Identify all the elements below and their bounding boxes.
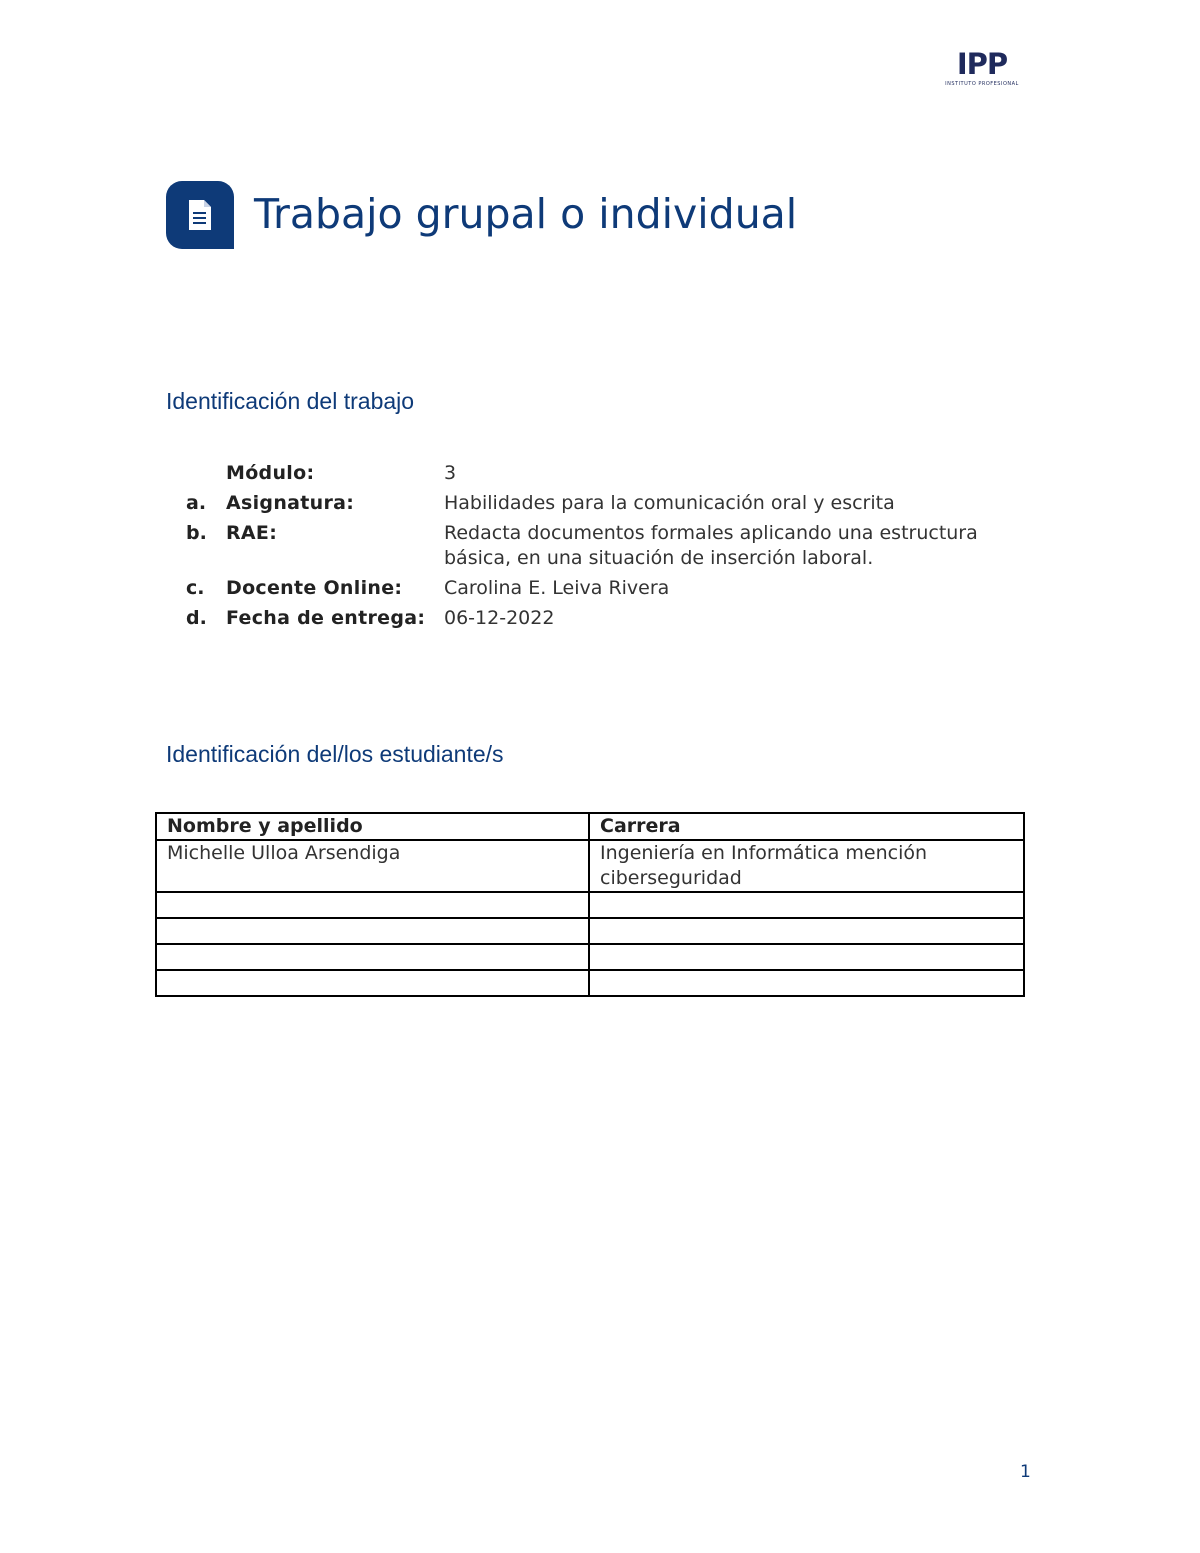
info-label: Fecha de entrega: — [226, 607, 426, 629]
document-icon — [166, 181, 234, 249]
logo-subtitle: INSTITUTO PROFESIONAL — [945, 81, 1019, 87]
info-value: Redacta documentos formales aplicando una estructura básica, en una situación de inserción laboral. — [444, 522, 978, 569]
table-row — [156, 970, 1024, 996]
table-header-row — [156, 813, 1024, 840]
table-row — [156, 918, 1024, 944]
student-name-cell — [156, 944, 589, 970]
logo-mark: IPP — [956, 47, 1008, 81]
table-row — [156, 944, 1024, 970]
info-label: Módulo: — [226, 462, 315, 484]
info-marker: c. — [186, 577, 205, 599]
student-career-cell — [589, 918, 1024, 944]
page-title: Trabajo grupal o individual — [254, 190, 798, 238]
info-value: Habilidades para la comunicación oral y escrita — [444, 492, 895, 514]
work-info-list — [186, 461, 1006, 636]
student-career-cell — [589, 970, 1024, 996]
student-career-cell: Ingeniería en Informática mención ciberseguridad — [589, 840, 1024, 892]
info-row-teacher — [186, 576, 1006, 601]
info-marker: d. — [186, 607, 207, 629]
info-label: Docente Online: — [226, 577, 403, 599]
info-value: Carolina E. Leiva Rivera — [444, 577, 670, 599]
info-row-module — [186, 461, 1006, 486]
students-identification-heading: Identificación del/los estudiante/s — [166, 741, 504, 767]
work-identification-heading: Identificación del trabajo — [166, 388, 415, 414]
student-career-cell — [589, 944, 1024, 970]
info-marker — [186, 461, 226, 486]
student-name-cell — [156, 918, 589, 944]
page-number: 1 — [1020, 1462, 1031, 1482]
info-row-due-date — [186, 606, 1006, 631]
info-row-rae — [186, 521, 1006, 571]
info-label: Asignatura: — [226, 492, 355, 514]
info-row-subject — [186, 491, 1006, 516]
student-name-cell — [156, 970, 589, 996]
student-name-cell: Michelle Ulloa Arsendiga — [156, 840, 589, 892]
info-value: 06-12-2022 — [444, 607, 555, 629]
column-header-name: Nombre y apellido — [156, 813, 589, 840]
student-name-cell — [156, 892, 589, 918]
info-marker: a. — [186, 492, 207, 514]
table-row — [156, 840, 1024, 892]
students-table — [155, 812, 1025, 997]
student-career-cell — [589, 892, 1024, 918]
info-value: 3 — [444, 462, 457, 484]
institution-logo — [944, 48, 1020, 87]
info-marker: b. — [186, 522, 207, 544]
column-header-career: Carrera — [589, 813, 1024, 840]
table-row — [156, 892, 1024, 918]
info-label: RAE: — [226, 522, 278, 544]
